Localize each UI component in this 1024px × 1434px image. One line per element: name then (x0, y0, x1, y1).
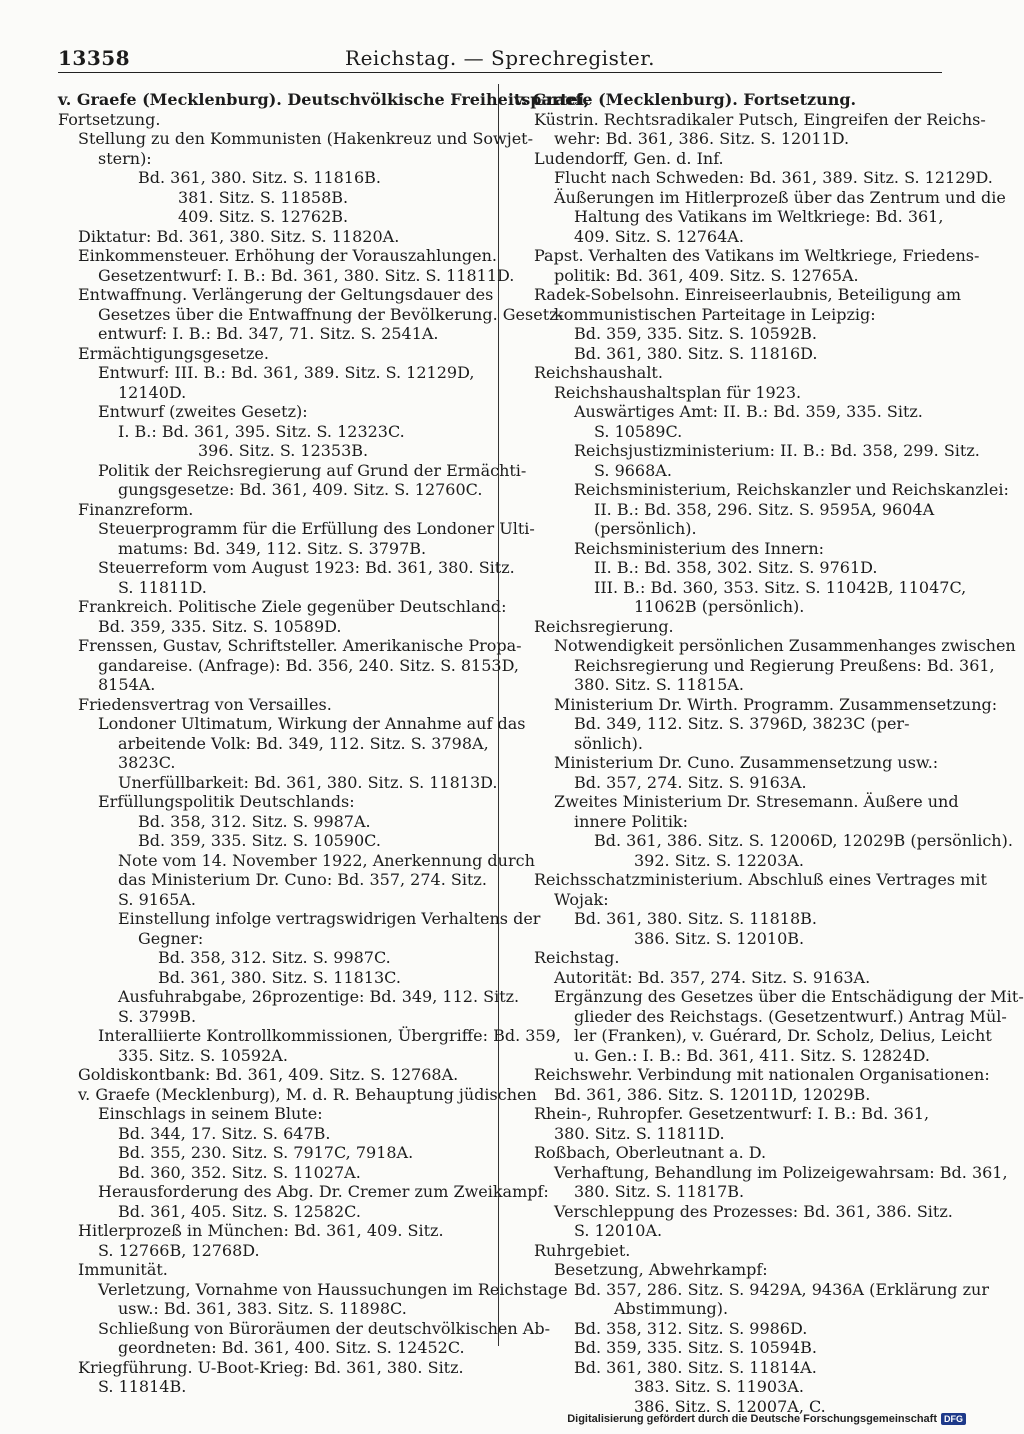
index-line: Reichsministerium des Innern: (574, 538, 825, 558)
index-line: Ministerium Dr. Cuno. Zusammensetzung usw.: (554, 753, 939, 772)
index-line: 392. Sitz. S. 12203A. (634, 850, 804, 870)
footer (567, 1413, 966, 1425)
index-line: wehr: Bd. 361, 386. Sitz. S. 12011D. (554, 129, 850, 148)
index-line: matums: Bd. 349, 112. Sitz. S. 3797B. (118, 538, 427, 558)
index-heading: v. Graefe (Mecklenburg). Fortsetzung. (514, 90, 857, 109)
index-line: Haltung des Vatikans im Weltkriege: Bd. 361, (574, 207, 944, 226)
footer-credit: Digitalisierung gefördert durch die Deutsche Forschungsgemeinschaft (567, 1413, 937, 1425)
index-line: 380. Sitz. S. 11817B. (574, 1182, 745, 1201)
index-line: Bd. 358, 312. Sitz. S. 9987C. (158, 948, 391, 967)
index-line: 381. Sitz. S. 11858B. (178, 187, 349, 207)
index-line: Entwurf: III. B.: Bd. 361, 389. Sitz. S. 12129D, (98, 363, 475, 382)
index-line: 409. Sitz. S. 12764A. (574, 226, 744, 246)
right-column (514, 90, 1024, 1416)
index-line: Reichsjustizministerium: II. B.: Bd. 358, 299. Sitz. (574, 441, 980, 460)
index-line: Bd. 359, 335. Sitz. S. 10592B. (574, 324, 818, 343)
index-line: Verletzung, Vornahme von Haussuchungen im Reichstage (98, 1279, 568, 1299)
index-line: Gegner: (138, 928, 204, 948)
index-line: Finanzreform. (78, 499, 194, 519)
index-line: Steuerreform vom August 1923: Bd. 361, 380. Sitz. (98, 558, 515, 577)
index-line: Ludendorff, Gen. d. Inf. (534, 148, 724, 168)
page-number: 13358 (58, 46, 131, 70)
index-line: Note vom 14. November 1922, Anerkennung durch (118, 850, 535, 870)
index-line: 8154A. (98, 675, 156, 694)
index-line: Äußerungen im Hitlerprozeß über das Zentrum und die (554, 187, 1006, 207)
index-line: geordneten: Bd. 361, 400. Sitz. S. 12452C. (118, 1338, 465, 1357)
index-line: Hitlerprozeß in München: Bd. 361, 409. Sitz. (78, 1221, 444, 1240)
index-line: Bd. 357, 274. Sitz. S. 9163A. (574, 772, 807, 792)
index-line: Stellung zu den Kommunisten (Hakenkreuz und Sowjet- (78, 129, 534, 148)
index-line: 386. Sitz. S. 12007A, C. (634, 1396, 826, 1416)
index-line: Verhaftung, Behandlung im Polizeigewahrsam: Bd. 361, (554, 1162, 1008, 1182)
index-line: II. B.: Bd. 358, 296. Sitz. S. 9595A, 9604A (594, 499, 935, 519)
index-line: S. 10589C. (594, 421, 683, 441)
index-line: glieder des Reichstags. (Gesetzentwurf.) Antrag Mül- (574, 1006, 1007, 1026)
index-line: Bd. 344, 17. Sitz. S. 647B. (118, 1123, 331, 1143)
index-line: Bd. 357, 286. Sitz. S. 9429A, 9436A (Erklärung zur (574, 1279, 989, 1299)
index-line: Roßbach, Oberleutnant a. D. (534, 1143, 767, 1162)
index-line: Entwurf (zweites Gesetz): (98, 402, 308, 421)
index-line: Einschlags in seinem Blute: (98, 1104, 323, 1123)
index-line: Bd. 361, 380. Sitz. S. 11818B. (574, 909, 818, 928)
dfg-logo: DFG (941, 1413, 966, 1425)
index-line: Londoner Ultimatum, Wirkung der Annahme auf das (98, 714, 526, 733)
index-line: II. B.: Bd. 358, 302. Sitz. S. 9761D. (594, 558, 878, 577)
running-title: Reichstag. — Sprechregister. (345, 46, 655, 70)
index-line: Politik der Reichsregierung auf Grund der Ermächti- (98, 460, 527, 480)
page-header (58, 42, 942, 73)
index-line: gandareise. (Anfrage): Bd. 356, 240. Sitz. S. 8153D, (98, 655, 519, 675)
index-line: I. B.: Bd. 361, 395. Sitz. S. 12323C. (118, 421, 405, 441)
index-line: Schließung von Büroräumen der deutschvölkischen Ab- (98, 1318, 550, 1338)
index-line: das Ministerium Dr. Cuno: Bd. 357, 274. Sitz. (118, 870, 487, 889)
index-line: Ergänzung des Gesetzes über die Entschädigung der Mit- (554, 987, 1024, 1006)
index-line: 386. Sitz. S. 12010B. (634, 928, 805, 948)
index-line: Bd. 361, 380. Sitz. S. 11814A. (574, 1357, 817, 1377)
index-line: u. Gen.: I. B.: Bd. 361, 411. Sitz. S. 12824D. (574, 1045, 930, 1065)
index-line: S. 12766B, 12768D. (98, 1240, 260, 1260)
index-line: Kriegführung. U-Boot-Krieg: Bd. 361, 380. Sitz. (78, 1357, 464, 1377)
index-line: Wojak: (554, 889, 609, 909)
index-line: kommunistischen Parteitage in Leipzig: (554, 304, 876, 324)
index-line: III. B.: Bd. 360, 353. Sitz. S. 11042B, 11047C, (594, 577, 967, 597)
index-line: Bd. 361, 380. Sitz. S. 11816D. (574, 343, 818, 363)
index-line: (persönlich). (594, 519, 697, 538)
index-line: Gesetzes über die Entwaffnung der Bevölkerung. Gesetz- (98, 304, 563, 324)
index-line: S. 9165A. (118, 889, 196, 909)
index-line: Bd. 361, 386. Sitz. S. 12006D, 12029B (persönlich). (594, 831, 1013, 850)
index-line: Zweites Ministerium Dr. Stresemann. Äußere und (554, 792, 959, 811)
index-line: 3823C. (118, 753, 176, 772)
index-line: v. Graefe (Mecklenburg), M. d. R. Behauptung jüdischen (78, 1084, 537, 1104)
index-line: ler (Franken), v. Guérard, Dr. Scholz, Delius, Leicht (574, 1026, 992, 1045)
index-line: 11062B (persönlich). (634, 597, 805, 616)
index-line: Bd. 355, 230. Sitz. S. 7917C, 7918A. (118, 1143, 414, 1162)
index-line: Frankreich. Politische Ziele gegenüber Deutschland: (78, 597, 507, 616)
index-line: Küstrin. Rechtsradikaler Putsch, Eingreifen der Reichs- (534, 109, 986, 129)
index-line: 380. Sitz. S. 11811D. (554, 1123, 725, 1143)
index-line: Reichsregierung und Regierung Preußens: Bd. 361, (574, 655, 995, 675)
index-line: Bd. 359, 335. Sitz. S. 10594B. (574, 1338, 818, 1357)
index-line: Bd. 359, 335. Sitz. S. 10589D. (98, 616, 342, 636)
index-line: Entwaffnung. Verlängerung der Geltungsdauer des (78, 285, 494, 304)
index-line: sönlich). (574, 733, 643, 753)
index-line: Verschleppung des Prozesses: Bd. 361, 386. Sitz. (554, 1201, 953, 1221)
index-line: Reichshaushaltsplan für 1923. (554, 382, 802, 402)
index-line: Ermächtigungsgesetze. (78, 343, 269, 363)
index-line: usw.: Bd. 361, 383. Sitz. S. 11898C. (118, 1299, 407, 1318)
index-line: arbeitende Volk: Bd. 349, 112. Sitz. S. 3798A, (118, 733, 489, 753)
index-line: politik: Bd. 361, 409. Sitz. S. 12765A. (554, 265, 859, 285)
index-line: Steuerprogramm für die Erfüllung des Londoner Ulti- (98, 519, 535, 538)
index-line: Interalliierte Kontrollkommissionen, Übergriffe: Bd. 359, (98, 1026, 561, 1045)
index-line: innere Politik: (574, 811, 689, 831)
index-line: Reichsministerium, Reichskanzler und Reichskanzlei: (574, 480, 1009, 499)
index-line: Bd. 358, 312. Sitz. S. 9987A. (138, 811, 371, 831)
index-line: Reichsschatzministerium. Abschluß eines Vertrages mit (534, 870, 987, 889)
index-line: Gesetzentwurf: I. B.: Bd. 361, 380. Sitz. S. 11811D. (98, 265, 515, 285)
index-line: Papst. Verhalten des Vatikans im Weltkriege, Friedens- (534, 246, 980, 265)
index-line: Reichstag. (534, 948, 620, 967)
index-line: Bd. 349, 112. Sitz. S. 3796D, 3823C (per- (574, 714, 910, 733)
index-line: Abstimmung). (614, 1299, 729, 1318)
index-line: Reichsregierung. (534, 616, 674, 636)
index-line: Flucht nach Schweden: Bd. 361, 389. Sitz. S. 12129D. (554, 168, 993, 187)
index-line: Immunität. (78, 1260, 168, 1279)
index-line: 12140D. (118, 382, 187, 402)
index-line: Einkommensteuer. Erhöhung der Vorauszahlungen. (78, 246, 497, 265)
index-line: Goldiskontbank: Bd. 361, 409. Sitz. S. 12768A. (78, 1065, 459, 1084)
index-line: Frenssen, Gustav, Schriftsteller. Amerikanische Propa- (78, 636, 522, 655)
index-line: Bd. 358, 312. Sitz. S. 9986D. (574, 1318, 808, 1338)
index-line: 409. Sitz. S. 12762B. (178, 207, 349, 226)
index-line: Reichswehr. Verbindung mit nationalen Organisationen: (534, 1065, 990, 1084)
index-line: stern): (98, 148, 152, 168)
index-line: Erfüllungspolitik Deutschlands: (98, 792, 355, 811)
index-line: Herausforderung des Abg. Dr. Cremer zum Zweikampf: (98, 1182, 549, 1201)
index-line: Autorität: Bd. 357, 274. Sitz. S. 9163A. (554, 967, 871, 987)
index-line: 380. Sitz. S. 11815A. (574, 675, 744, 694)
index-line: Bd. 361, 405. Sitz. S. 12582C. (118, 1201, 361, 1221)
index-line: 396. Sitz. S. 12353B. (198, 441, 369, 460)
index-line: Bd. 361, 380. Sitz. S. 11816B. (138, 168, 382, 187)
index-line: 335. Sitz. S. 10592A. (118, 1045, 288, 1065)
index-line: S. 11811D. (118, 577, 207, 597)
index-line: Bd. 359, 335. Sitz. S. 10590C. (138, 831, 381, 850)
index-line: Auswärtiges Amt: II. B.: Bd. 359, 335. Sitz. (574, 402, 923, 421)
index-line: Besetzung, Abwehrkampf: (554, 1260, 768, 1279)
index-line: Unerfüllbarkeit: Bd. 361, 380. Sitz. S. 11813D. (118, 772, 498, 792)
index-line: Bd. 361, 386. Sitz. S. 12011D, 12029B. (554, 1084, 871, 1104)
index-line: S. 3799B. (118, 1006, 197, 1026)
index-line: Reichshaushalt. (534, 363, 663, 382)
index-line: Notwendigkeit persönlichen Zusammenhanges zwischen (554, 636, 1016, 655)
index-line: Ausfuhrabgabe, 26prozentige: Bd. 349, 112. Sitz. (118, 987, 520, 1006)
index-line: Einstellung infolge vertragswidrigen Verhaltens der (118, 909, 541, 928)
index-line: 383. Sitz. S. 11903A. (634, 1377, 804, 1396)
index-line: Radek-Sobelsohn. Einreiseerlaubnis, Beteiligung am (534, 285, 962, 304)
index-line: Ruhrgebiet. (534, 1240, 631, 1260)
index-line: Bd. 361, 380. Sitz. S. 11813C. (158, 967, 401, 987)
index-line: Rhein-, Ruhropfer. Gesetzentwurf: I. B.: Bd. 361, (534, 1104, 930, 1123)
index-line: Ministerium Dr. Wirth. Programm. Zusammensetzung: (554, 694, 998, 714)
index-line: gungsgesetze: Bd. 361, 409. Sitz. S. 12760C. (118, 480, 483, 499)
index-line: S. 9668A. (594, 460, 672, 480)
index-heading: v. Graefe (Mecklenburg). Deutschvölkische Freiheitspartei, (58, 90, 590, 109)
index-line: entwurf: I. B.: Bd. 347, 71. Sitz. S. 2541A. (98, 324, 439, 343)
index-line: S. 12010A. (574, 1221, 663, 1240)
index-line: Fortsetzung. (58, 109, 161, 129)
index-line: Diktatur: Bd. 361, 380. Sitz. S. 11820A. (78, 226, 400, 246)
index-line: S. 11814B. (98, 1377, 187, 1396)
index-line: Bd. 360, 352. Sitz. S. 11027A. (118, 1162, 361, 1182)
index-line: Friedensvertrag von Versailles. (78, 694, 332, 714)
